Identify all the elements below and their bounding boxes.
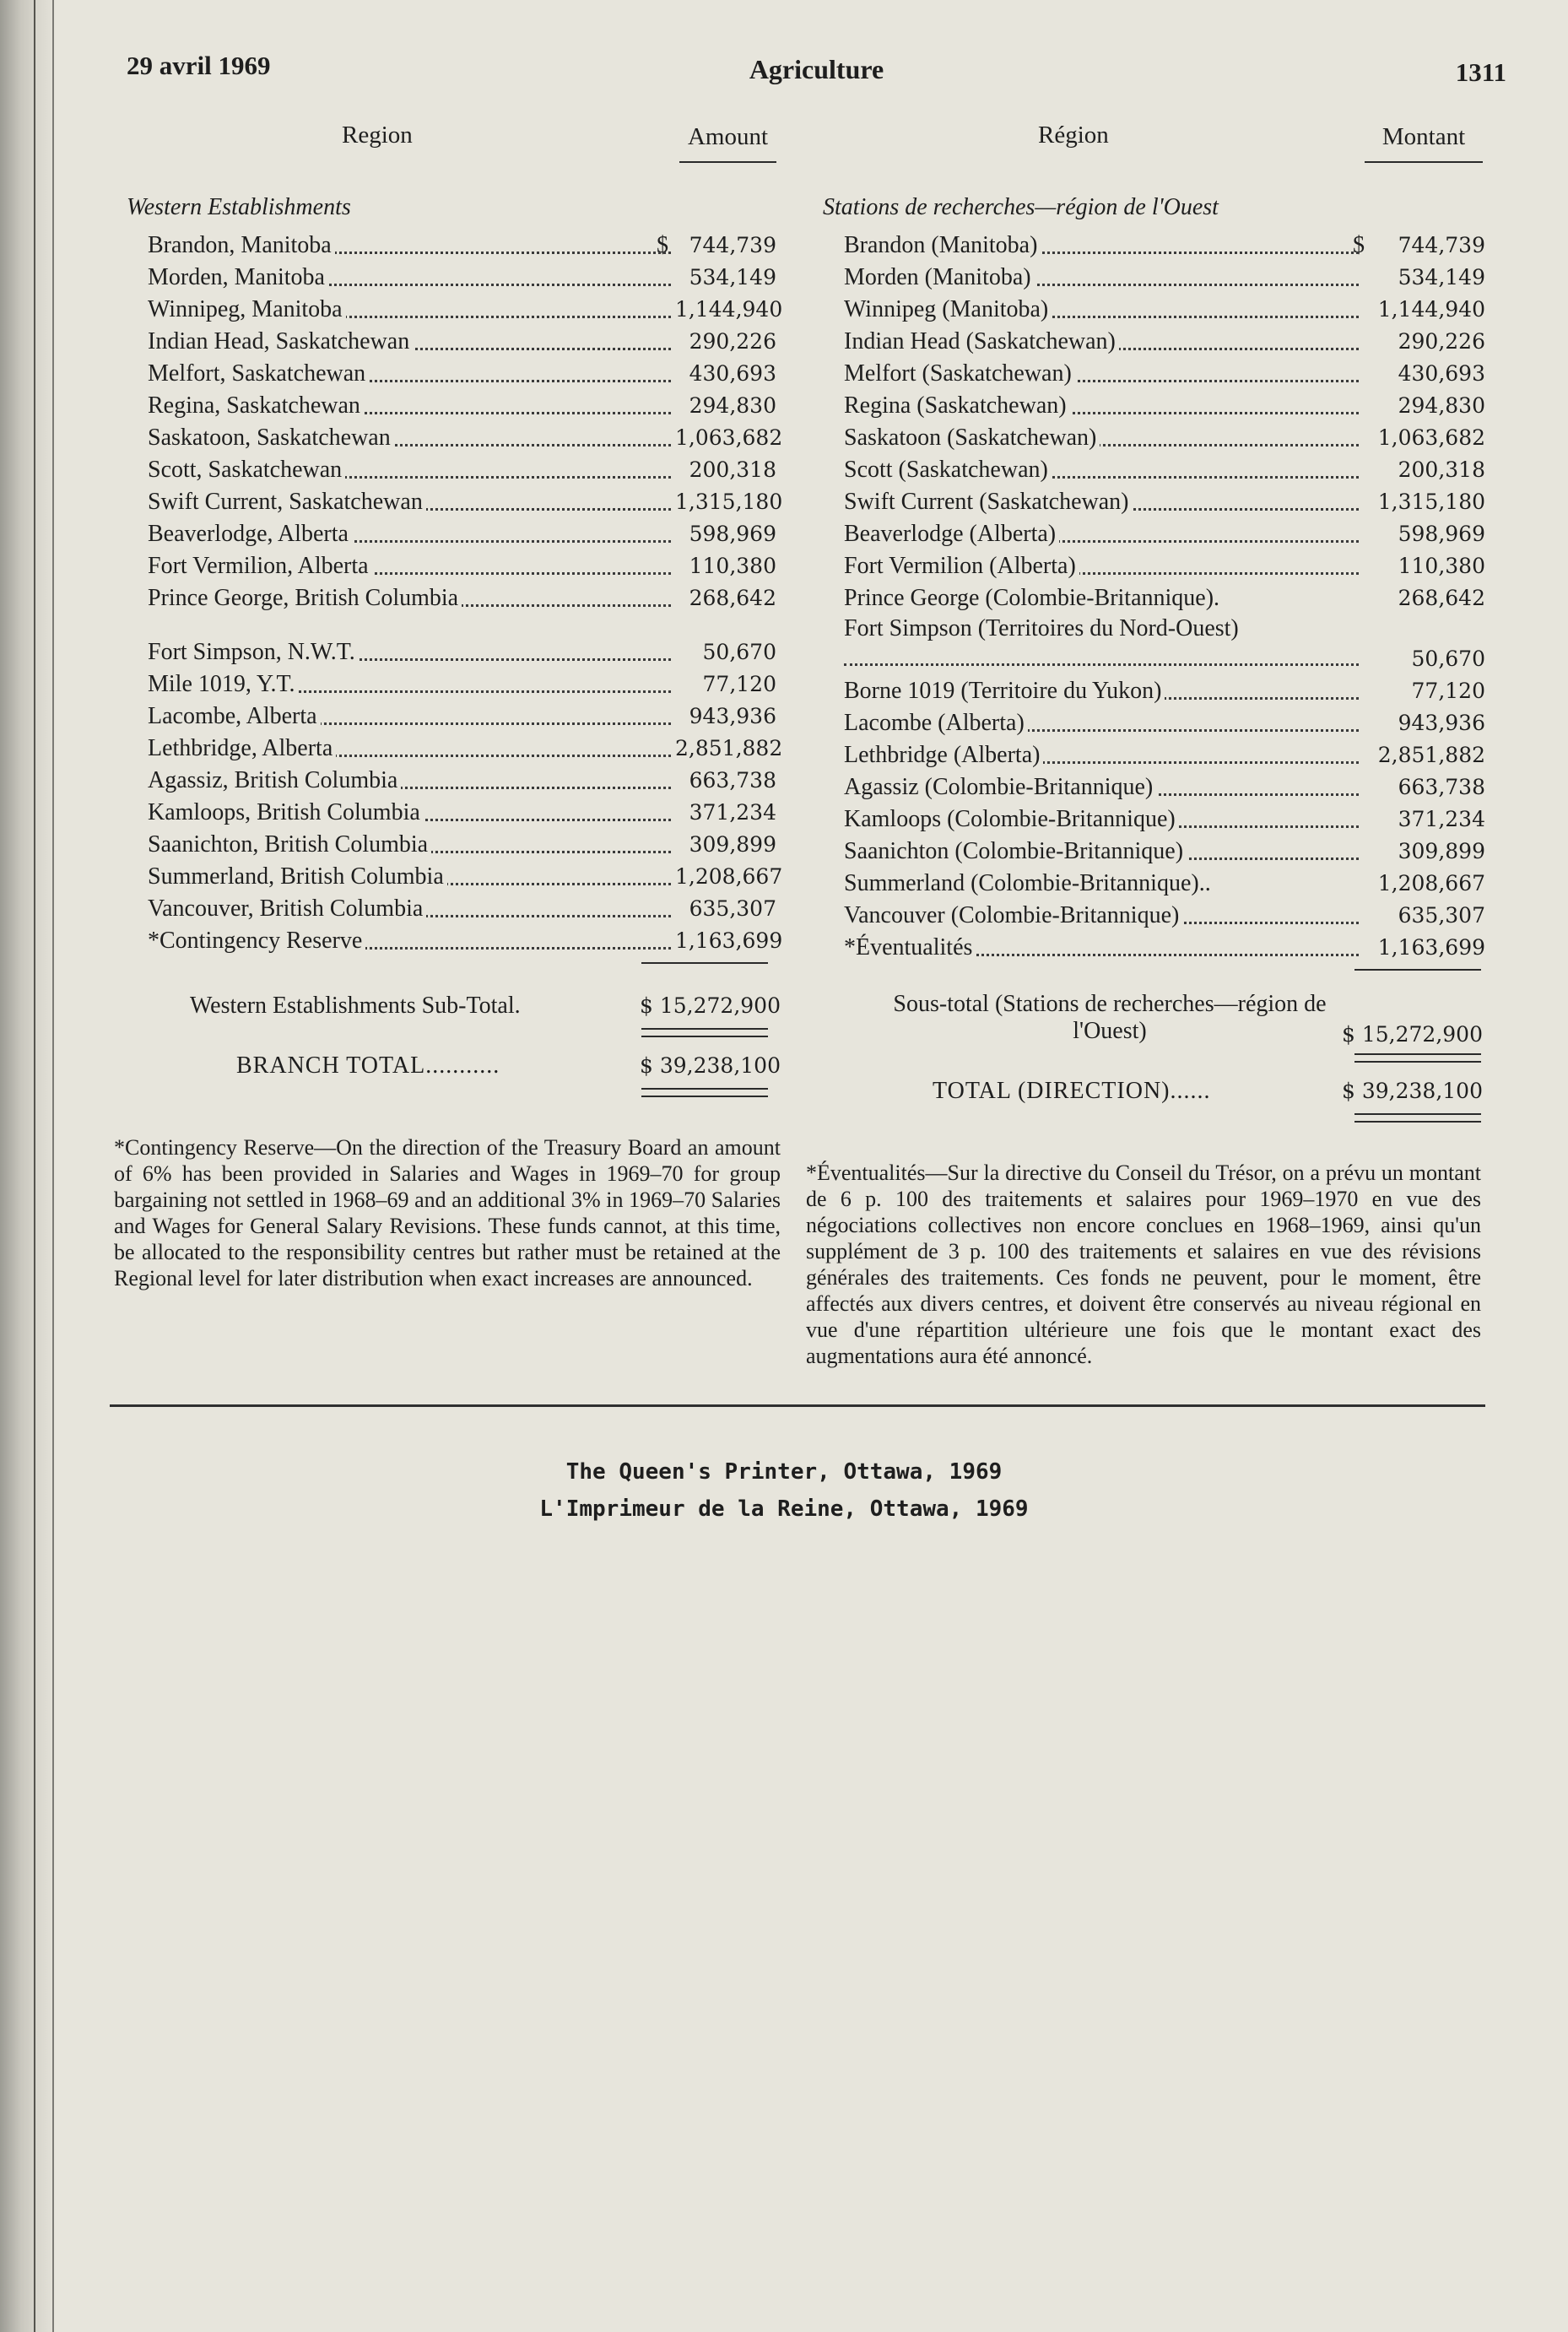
table-row xyxy=(127,893,785,925)
table-row xyxy=(823,675,1498,707)
region-name: Fort Vermilion (Alberta) xyxy=(844,550,1079,582)
table-row xyxy=(823,550,1498,582)
subtotal-value: $ 15,272,900 xyxy=(640,993,781,1018)
table-row xyxy=(823,294,1498,326)
table-row xyxy=(823,486,1498,518)
region-name: Morden, Manitoba xyxy=(148,262,328,294)
amount-value: 598,969 xyxy=(1398,522,1485,546)
english-column-headers xyxy=(127,118,785,169)
region-name: Scott, Saskatchewan xyxy=(148,454,345,486)
amount-value: 635,307 xyxy=(689,896,776,921)
table-row xyxy=(823,582,1498,614)
amount-value: 110,380 xyxy=(1398,554,1485,578)
region-name: *Éventualités xyxy=(844,932,976,964)
region-name: Fort Simpson (Territoires du Nord-Ouest) xyxy=(844,615,1239,641)
region-name: Beaverlodge (Alberta) xyxy=(844,518,1059,550)
colophon xyxy=(0,1453,1568,1528)
page-number: 1311 xyxy=(1455,57,1506,87)
table-row xyxy=(823,771,1498,803)
amount-value: 268,642 xyxy=(689,586,776,610)
amount-value: 943,936 xyxy=(689,704,776,728)
amount-value: 598,969 xyxy=(689,522,776,546)
subtotal-row xyxy=(823,991,1498,1053)
region-name: Regina (Saskatchewan) xyxy=(844,390,1070,422)
amount-value: 635,307 xyxy=(1398,903,1485,928)
column-header-region: Region xyxy=(342,122,413,149)
amount-value: 943,936 xyxy=(1398,711,1485,735)
column-header-amount: Amount xyxy=(679,123,776,163)
table-row xyxy=(823,836,1498,868)
region-name: Vancouver, British Columbia xyxy=(148,893,426,925)
table-row xyxy=(127,518,785,550)
footnote: *Éventualités—Sur la directive du Conseil du Trésor, on a prévu un montant de 6 p. 100 des traitements et salaires pour 1969–1970 en vue des négociations collectives non encore conclues en 1968–1969, ainsi qu'un supplément de 3 p. 100 des traitements et salaires en vue des révisions générales des traitements. Ces fonds ne peuvent, pour le moment, être affectés aux divers centres, et doivent être conservés au niveau régional en vue d'une répartition ultérieure une fois que le montant exact des augmentations aura été annoncé. xyxy=(806,1161,1481,1368)
table-row xyxy=(127,390,785,422)
region-name: Lacombe (Alberta) xyxy=(844,707,1028,739)
subtotal-label: Western Establishments Sub-Total. xyxy=(190,993,521,1019)
region-name: Saanichton, British Columbia xyxy=(148,829,431,861)
amount-value: 1,315,180 xyxy=(1377,490,1485,514)
amount-value: 534,149 xyxy=(1398,265,1485,289)
table-row xyxy=(127,829,785,861)
french-column xyxy=(806,118,1498,1391)
amount-value: 1,163,699 xyxy=(675,928,783,953)
amount-value: 294,830 xyxy=(689,393,776,418)
region-name: Kamloops, British Columbia xyxy=(148,797,424,829)
total-row xyxy=(823,1069,1498,1113)
sum-rule xyxy=(641,962,768,964)
table-row xyxy=(823,422,1498,454)
french-column-headers xyxy=(823,118,1498,169)
double-rule xyxy=(1354,1113,1481,1123)
table-row xyxy=(127,925,785,957)
amount-value: 663,738 xyxy=(1398,775,1485,799)
colophon-english: The Queen's Printer, Ottawa, 1969 xyxy=(565,1459,1003,1485)
table-row xyxy=(127,582,785,614)
amount-value: 1,208,667 xyxy=(675,864,783,889)
footnote: *Contingency Reserve—On the direction of the Treasury Board an amount of 6% has been provided in Salaries and Wages in 1969–70 for group bargaining not settled in 1968–69 and an additional 3% in 1969–70 Salaries and Wages for General Salary Revisions. These funds cannot, at this time, be allocated to the responsibility centres but rather must be retained at the Regional level for later distribution when exact increases are announced. xyxy=(114,1135,781,1290)
amount-value: 744,739 xyxy=(689,233,776,257)
amount-value: 2,851,882 xyxy=(675,736,783,760)
amount-value: 268,642 xyxy=(1398,586,1485,610)
amount-value: 430,693 xyxy=(1398,361,1485,386)
page-header xyxy=(127,51,1506,93)
column-header-amount: Montant xyxy=(1365,123,1483,163)
region-name: *Contingency Reserve xyxy=(148,925,365,957)
table-row xyxy=(127,668,785,701)
region-name: Indian Head, Saskatchewan xyxy=(148,326,413,358)
table-row xyxy=(823,803,1498,836)
amount-value: 309,899 xyxy=(1398,839,1485,863)
table-row xyxy=(823,326,1498,358)
total-label: BRANCH TOTAL........... xyxy=(236,1052,500,1079)
amount-value: 50,670 xyxy=(1411,647,1485,671)
total-value: $ 39,238,100 xyxy=(1342,1079,1483,1103)
amount-value: 744,739 xyxy=(1398,233,1485,257)
amount-value: 663,738 xyxy=(689,768,776,793)
table-row xyxy=(823,518,1498,550)
amount-value: 371,234 xyxy=(689,800,776,825)
region-name: Morden (Manitoba) xyxy=(844,262,1035,294)
table-row xyxy=(823,932,1498,964)
region-name: Prince George (Colombie-Britannique). xyxy=(844,582,1223,614)
amount-value: 77,120 xyxy=(1411,679,1485,703)
region-name: Agassiz, British Columbia xyxy=(148,765,401,797)
table-row xyxy=(823,707,1498,739)
region-name: Agassiz (Colombie-Britannique) xyxy=(844,771,1156,803)
amount-value: 1,163,699 xyxy=(1377,935,1485,960)
table-row xyxy=(823,262,1498,294)
amount-value: 1,208,667 xyxy=(1377,871,1485,895)
table-row xyxy=(127,486,785,518)
amount-value: 290,226 xyxy=(1398,329,1485,354)
table-row xyxy=(127,636,785,668)
amount-value: 200,318 xyxy=(1398,457,1485,482)
page-bottom-rule xyxy=(110,1404,1485,1407)
region-name: Saskatoon, Saskatchewan xyxy=(148,422,394,454)
region-name: Lethbridge, Alberta xyxy=(148,733,336,765)
sum-rule xyxy=(1354,969,1481,971)
column-header-region: Région xyxy=(1038,122,1109,149)
region-name: Vancouver (Colombie-Britannique) xyxy=(844,900,1182,932)
amount-value: 77,120 xyxy=(702,672,776,696)
table-row xyxy=(823,230,1498,262)
amount-value: 110,380 xyxy=(689,554,776,578)
table-row xyxy=(823,739,1498,771)
region-name: Brandon (Manitoba) xyxy=(844,230,1041,262)
subtotal-label: Sous-total (Stations de recherches—région de l'Ouest) xyxy=(893,991,1327,1044)
amount-value: 534,149 xyxy=(689,265,776,289)
table-row xyxy=(127,454,785,486)
region-name: Beaverlodge, Alberta xyxy=(148,518,352,550)
region-name: Fort Simpson, N.W.T. xyxy=(148,636,359,668)
region-name: Winnipeg (Manitoba) xyxy=(844,294,1052,326)
amount-value: 50,670 xyxy=(702,640,776,664)
region-name: Swift Current (Saskatchewan) xyxy=(844,486,1132,518)
region-name: Melfort, Saskatchewan xyxy=(148,358,369,390)
table-row xyxy=(127,550,785,582)
dollar-sign: $ xyxy=(1353,232,1365,258)
table-row xyxy=(127,262,785,294)
table-row xyxy=(823,868,1498,900)
table-row xyxy=(127,422,785,454)
group-title: Western Establishments xyxy=(127,194,351,220)
double-rule xyxy=(641,1028,768,1037)
region-name: Brandon, Manitoba xyxy=(148,230,335,262)
table-row xyxy=(127,326,785,358)
total-label: TOTAL (DIRECTION)...... xyxy=(933,1078,1211,1104)
table-row xyxy=(127,797,785,829)
table-row xyxy=(127,701,785,733)
amount-value: 1,144,940 xyxy=(675,297,783,322)
table-row xyxy=(127,294,785,326)
table-row xyxy=(127,358,785,390)
table-row xyxy=(823,390,1498,422)
table-row xyxy=(823,454,1498,486)
region-name: Borne 1019 (Territoire du Yukon) xyxy=(844,675,1165,707)
amount-value: 294,830 xyxy=(1398,393,1485,418)
region-name: Mile 1019, Y.T. xyxy=(148,668,298,701)
region-name: Regina, Saskatchewan xyxy=(148,390,364,422)
subtotal-row xyxy=(127,984,785,1028)
region-name: Kamloops (Colombie-Britannique) xyxy=(844,803,1179,836)
dot-leader xyxy=(844,663,1359,666)
total-row xyxy=(127,1044,785,1088)
amount-value: 1,063,682 xyxy=(1377,425,1485,450)
region-name: Summerland, British Columbia xyxy=(148,861,447,893)
row-gap xyxy=(127,614,785,636)
region-name: Fort Vermilion, Alberta xyxy=(148,550,372,582)
region-name: Winnipeg, Manitoba xyxy=(148,294,346,326)
group-title: Stations de recherches—région de l'Ouest xyxy=(823,194,1219,220)
region-name: Prince George, British Columbia xyxy=(148,582,462,614)
amount-value: 290,226 xyxy=(689,329,776,354)
region-name: Saskatoon (Saskatchewan) xyxy=(844,422,1100,454)
double-rule xyxy=(641,1088,768,1097)
amount-value: 1,144,940 xyxy=(1377,297,1485,322)
double-rule xyxy=(1354,1053,1481,1063)
table-row xyxy=(823,900,1498,932)
table-row xyxy=(127,733,785,765)
region-name: Indian Head (Saskatchewan) xyxy=(844,326,1119,358)
table-row xyxy=(127,230,785,262)
dollar-sign: $ xyxy=(657,232,668,258)
region-name: Saanichton (Colombie-Britannique) xyxy=(844,836,1187,868)
region-name: Melfort (Saskatchewan) xyxy=(844,358,1075,390)
amount-value: 2,851,882 xyxy=(1377,743,1485,767)
book-binding xyxy=(0,0,54,2332)
colophon-french: L'Imprimeur de la Reine, Ottawa, 1969 xyxy=(539,1496,1029,1522)
amount-value: 309,899 xyxy=(689,832,776,857)
header-section-title: Agriculture xyxy=(749,54,884,84)
table-row xyxy=(823,358,1498,390)
total-value: $ 39,238,100 xyxy=(640,1053,781,1078)
region-name: Lacombe, Alberta xyxy=(148,701,321,733)
region-name: Swift Current, Saskatchewan xyxy=(148,486,426,518)
region-name: Summerland (Colombie-Britannique).. xyxy=(844,868,1214,900)
header-date: 29 avril 1969 xyxy=(127,51,271,80)
table-row xyxy=(127,861,785,893)
amount-value: 1,063,682 xyxy=(675,425,783,450)
region-name: Lethbridge (Alberta) xyxy=(844,739,1043,771)
binding-edge xyxy=(34,0,35,2332)
amount-value: 1,315,180 xyxy=(675,490,783,514)
region-name: Scott (Saskatchewan) xyxy=(844,454,1052,486)
amount-value: 371,234 xyxy=(1398,807,1485,831)
subtotal-value: $ 15,272,900 xyxy=(1342,1022,1483,1047)
table-row xyxy=(127,765,785,797)
amount-value: 200,318 xyxy=(689,457,776,482)
table-row xyxy=(823,614,1498,675)
amount-value: 430,693 xyxy=(689,361,776,386)
english-column xyxy=(114,118,785,1313)
